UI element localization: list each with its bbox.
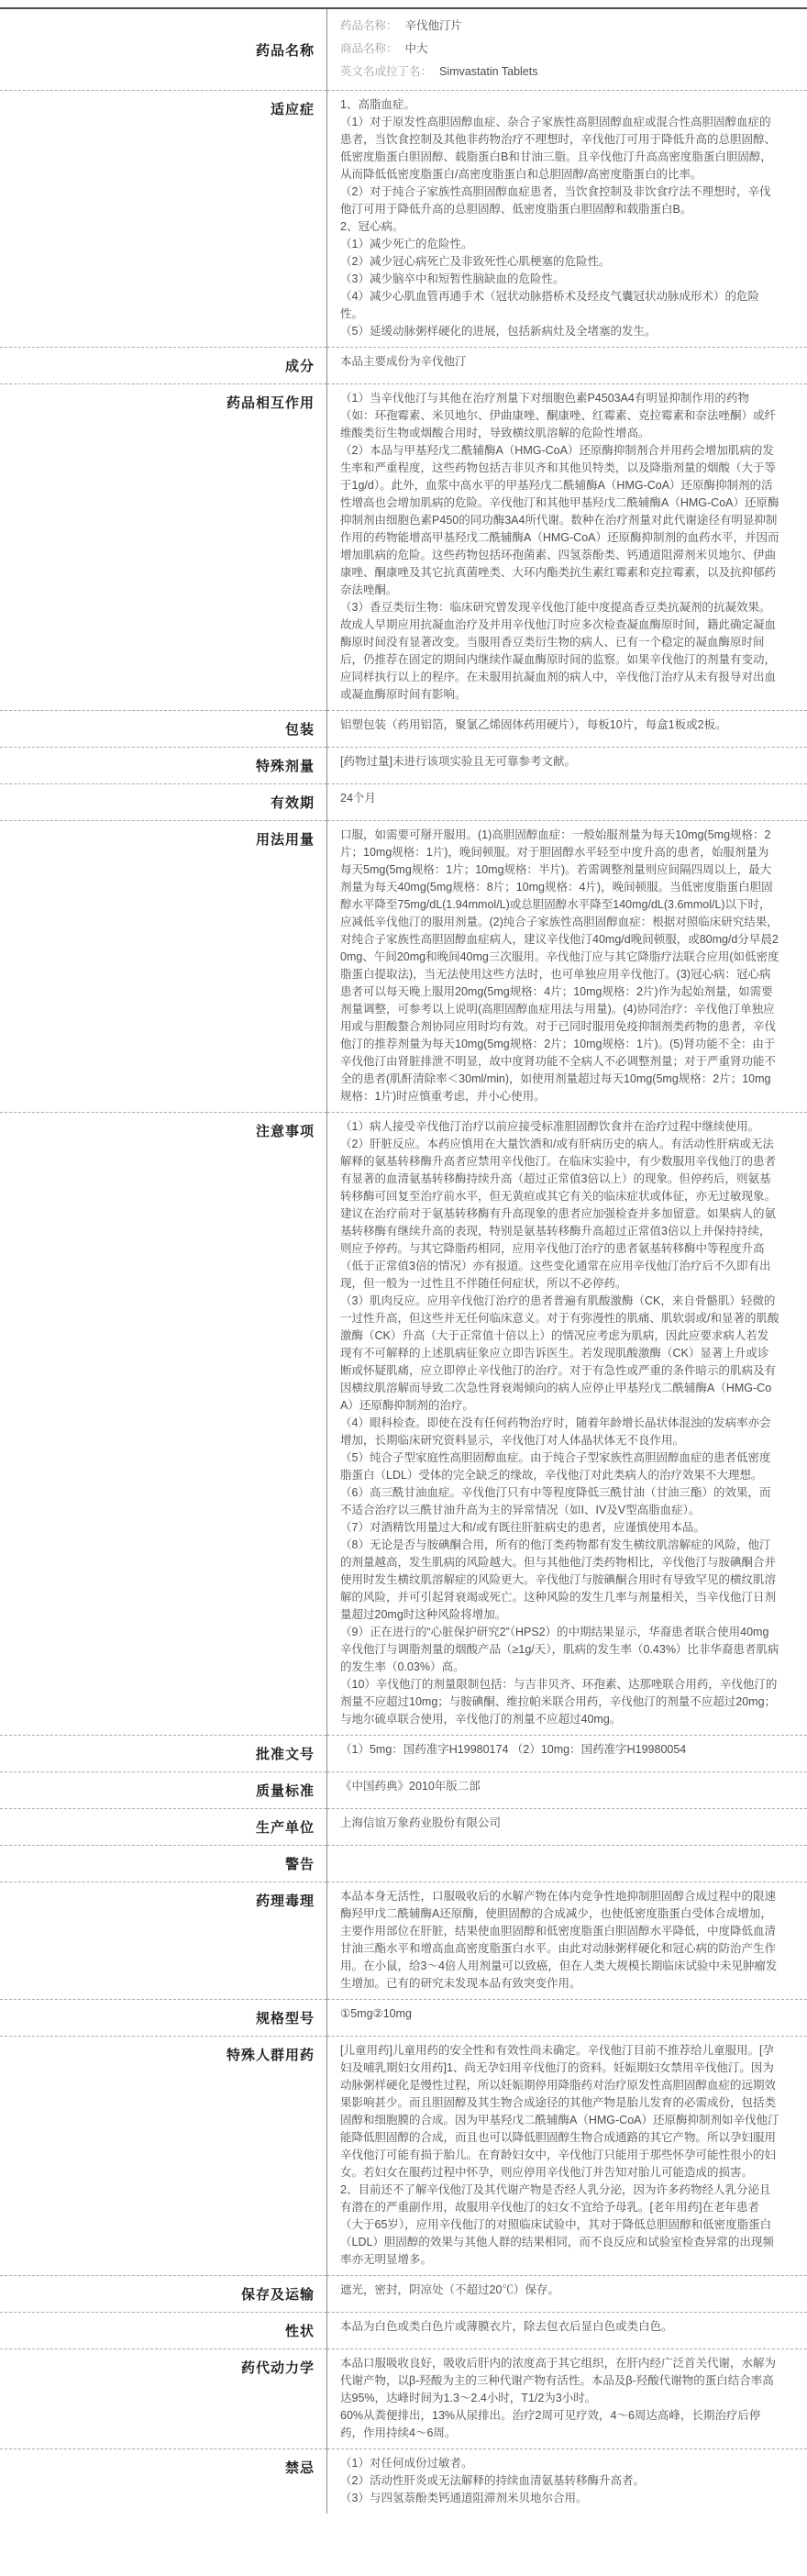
content-paragraph: 60%从粪便排出，13%从尿排出。治疗2周可见疗效，4～6周达高峰，长期治疗后停药，作用持续4～6周。 bbox=[340, 2407, 779, 2442]
row-content bbox=[327, 91, 807, 348]
row-label: 有效期 bbox=[0, 784, 327, 821]
content-paragraph: [药物过量]未进行该项实验且无可靠参考文献。 bbox=[340, 753, 779, 771]
content-paragraph: 24个月 bbox=[340, 790, 779, 807]
table-row bbox=[0, 1113, 807, 1736]
content-paragraph: 《中国药典》2010年版二部 bbox=[340, 1778, 779, 1795]
content-paragraph: （3）肌肉反应。应用辛伐他汀治疗的患者普遍有肌酸激酶（CK，来自骨骼肌）轻微的一过性升高，但这些并无任何临床意义。对于有弥漫性的肌痛、肌软弱或/和显著的肌酸激酶（CK）升高（大于正常值十倍以上）的情况应考虑为肌病，因此应要求病人若发现有不可解释的上述肌病征象应立即告诉医生。若发现肌酸激酶（CK）显著上升或诊断或怀疑肌痛，应立即停止辛伐他汀的治疗。对于有急性或严重的条件暗示的肌病及有因横纹肌溶解而导致二次急性肾衰竭倾向的病人应停止甲基羟戊二酰辅酶A（HMG-CoA）还原酶抑制剂的治疗。 bbox=[340, 1293, 779, 1415]
field-prefix: 英文名或拉丁名： bbox=[340, 65, 439, 78]
content-paragraph: ①5mg②10mg bbox=[340, 2005, 779, 2023]
field-value: 辛伐他汀片 bbox=[405, 19, 463, 32]
row-content bbox=[327, 784, 807, 821]
row-label: 药理毒理 bbox=[0, 1882, 327, 2000]
row-label: 特殊剂量 bbox=[0, 748, 327, 784]
table-row bbox=[0, 2449, 807, 2515]
row-label: 生产单位 bbox=[0, 1809, 327, 1846]
table-row bbox=[0, 1736, 807, 1772]
row-content bbox=[327, 1113, 807, 1736]
table-row bbox=[0, 2037, 807, 2276]
content-paragraph: 2、目前还不了解辛伐他汀及其代谢产物是否经人乳分泌，因为许多药物经人乳分泌且有潜在的严重副作用，故服用辛伐他汀的妇女不宜给予母乳。[老年用药]在老年患者（大于65岁），应用辛伐他汀的对照临床试验中，其对于降低总胆固醇和低密度脂蛋白（LDL）胆固醇的效果与其他人群的结果相同，而不良反应和试验室检查异常的出现频率亦无明显增多。 bbox=[340, 2182, 779, 2269]
content-paragraph: （2）本品与甲基羟戊二酰辅酶A（HMG-CoA）还原酶抑制剂合并用药会增加肌病的发生率和严重程度，这些药物包括吉非贝齐和其他贝特类，以及降脂剂量的烟酸（大于等于1g/d）。此外，血浆中高水平的甲基羟戊二酰辅酶A（HMG-CoA）还原酶抑制剂的活性增高也会增加肌病的危险。辛伐他汀和其他甲基羟戊二酰辅酶A（HMG-CoA）还原酶抑制剂由细胞色素P450的同功酶3A4所代谢。数种在治疗剂量对此代谢途径有明显抑制作用的药物能增高甲基羟戊二酰辅酶A（HMG-CoA）还原酶抑制剂的血药水平，并因而增加肌病的危险。这些药物包括环孢菌素、四氢萘酚类、钙通道阻滞剂米贝地尔、伊曲康唑、酮康唑及其它抗真菌唑类、大环内酯类抗生素红霉素和克拉霉素，以及抗抑郁药奈法唑酮。 bbox=[340, 442, 779, 599]
table-row bbox=[0, 784, 807, 821]
row-label: 药代动力学 bbox=[0, 2349, 327, 2449]
row-label: 特殊人群用药 bbox=[0, 2037, 327, 2276]
drug-info-table bbox=[0, 9, 807, 2514]
table-row bbox=[0, 91, 807, 348]
row-label: 性状 bbox=[0, 2313, 327, 2349]
row-content bbox=[327, 748, 807, 784]
content-paragraph: [儿童用药]儿童用药的安全性和有效性尚未确定。辛伐他汀目前不推荐给儿童服用。[孕妇及哺乳期妇女用药]1、尚无孕妇用辛伐他汀的资料。妊娠期妇女禁用辛伐他汀。因为动脉粥样硬化是慢性过程，所以妊娠期停用降脂药对治疗原发性高胆固醇血症的远期效果影响甚少。而且胆固醇及其生物合成途径的其他产物是胎儿发育的必需成份，包括类固醇和细胞膜的合成。因为甲基羟戊二酰辅酶A（HMG-CoA）还原酶抑制剂如辛伐他汀能降低胆固醇的合成，而且也可以降低胆固醇生物合成通路的其它产物。所以孕妇服用辛伐他汀可能有损于胎儿。在育龄妇女中，辛伐他汀只能用于那些怀孕可能性很小的妇女。若妇女在服药过程中怀孕，则应停用辛伐他汀并告知对胎儿可能造成的损害。 bbox=[340, 2042, 779, 2182]
row-content bbox=[327, 384, 807, 711]
content-paragraph: （3）香豆类衍生物：临床研究曾发现辛伐他汀能中度提高香豆类抗凝剂的抗凝效果。故成人早期应用抗凝血治疗及并用辛伐他汀时应多次检查凝血酶原时间，籍此确定凝血酶原时间没有显著改变。当服用香豆类衍生物的病人、已有一个稳定的凝血酶原时间后，仍推荐在固定的期间内继续作凝血酶原时间的监察。如果辛伐他汀的剂量有变动，应同样执行以上的程序。在未服用抗凝血剂的病人中，辛伐他汀治疗从未有报导对出血或凝血酶原时间有影响。 bbox=[340, 599, 779, 704]
content-paragraph: （5）纯合子型家庭性高胆固醇血症。由于纯合子型家族性高胆固醇血症的患者低密度脂蛋白（LDL）受体的完全缺乏的缘故，辛伐他汀对此类病人的治疗效果不大理想。 bbox=[340, 1449, 779, 1484]
row-label: 注意事项 bbox=[0, 1113, 327, 1736]
row-content bbox=[327, 2449, 807, 2515]
table-row bbox=[0, 384, 807, 711]
table-row bbox=[0, 1846, 807, 1882]
content-paragraph: （4）眼科检查。即使在没有任何药物治疗时，随着年龄增长晶状体混浊的发病率亦会增加，长期临床研究资料显示，辛伐他汀对人体晶状体无不良作用。 bbox=[340, 1415, 779, 1449]
table-row bbox=[0, 2349, 807, 2449]
table-row bbox=[0, 9, 807, 91]
content-paragraph: 2、冠心病。 bbox=[340, 218, 779, 236]
row-label: 成分 bbox=[0, 348, 327, 384]
row-content bbox=[327, 1736, 807, 1772]
field-prefix: 商品名称： bbox=[340, 42, 405, 55]
content-paragraph: （1）减少死亡的危险性。 bbox=[340, 236, 779, 253]
content-paragraph: （1）5mg：国药准字H19980174 （2）10mg：国药准字H19980054 bbox=[340, 1741, 779, 1759]
row-label: 药品名称 bbox=[0, 9, 327, 91]
row-content bbox=[327, 1809, 807, 1846]
content-paragraph: （3）与四氢萘酚类钙通道阻滞剂米贝地尔合用。 bbox=[340, 2490, 779, 2507]
table-row bbox=[0, 821, 807, 1113]
row-content bbox=[327, 1846, 807, 1882]
content-paragraph: 本品口服吸收良好，吸收后肝内的浓度高于其它组织，在肝内经广泛首关代谢，水解为代谢产物，以β-羟酸为主的三种代谢产物有活性。本品及β-羟酸代谢物的蛋白结合率高达95%，达峰时间为1.3～2.4小时，T1/2为3小时。 bbox=[340, 2355, 779, 2407]
table-row bbox=[0, 2276, 807, 2313]
row-content bbox=[327, 1882, 807, 2000]
content-paragraph: （2）减少冠心病死亡及非致死性心肌梗塞的危险性。 bbox=[340, 253, 779, 271]
content-paragraph: 1、高脂血症。 bbox=[340, 96, 779, 114]
row-label: 批准文号 bbox=[0, 1736, 327, 1772]
row-label: 警告 bbox=[0, 1846, 327, 1882]
content-paragraph: （2）对于纯合子家族性高胆固醇血症患者，当饮食控制及非饮食疗法不理想时，辛伐他汀可用于降低升高的总胆固醇、低密度脂蛋白胆固醇和载脂蛋白B。 bbox=[340, 183, 779, 218]
row-label: 包装 bbox=[0, 711, 327, 748]
content-paragraph: 本品主要成份为辛伐他汀 bbox=[340, 353, 779, 371]
content-paragraph: 本品为白色或类白色片或薄膜衣片，除去包衣后显白色或类白色。 bbox=[340, 2318, 779, 2336]
name-field bbox=[340, 15, 779, 38]
row-content bbox=[327, 2276, 807, 2313]
content-paragraph: （1）当辛伐他汀与其他在治疗剂量下对细胞色素P4503A4有明显抑制作用的药物（如：环孢霉素、米贝地尔、伊曲康唑、酮康唑、红霉素、克拉霉素和奈法唑酮）或纤维酸类衍生物或烟酸合用时，导致横纹肌溶解的危险性增高。 bbox=[340, 390, 779, 442]
content-paragraph: 上海信谊万象药业股份有限公司 bbox=[340, 1815, 779, 1832]
content-paragraph: （2）活动性肝炎或无法解释的持续血清氨基转移酶升高者。 bbox=[340, 2472, 779, 2490]
table-row bbox=[0, 2313, 807, 2349]
content-paragraph: 遮光，密封，阴凉处（不超过20℃）保存。 bbox=[340, 2282, 779, 2299]
content-paragraph: （6）高三酰甘油血症。辛伐他汀只有中等程度降低三酰甘油（甘油三酯）的效果，而不适合治疗以三酰甘油升高为主的异常情况（如I、IV及V型高脂血症）。 bbox=[340, 1484, 779, 1519]
row-label: 药品相互作用 bbox=[0, 384, 327, 711]
content-paragraph: 本品本身无活性，口服吸收后的水解产物在体内竞争性地抑制胆固醇合成过程中的限速酶羟甲戊二酰辅酶A还原酶，使胆固醇的合成减少，也使低密度脂蛋白受体合成增加，主要作用部位在肝脏，结果使血胆固醇和低密度脂蛋白胆固醇水平降低，中度降低血清甘油三酯水平和增高血高密度脂蛋白水平。由此对动脉粥样硬化和冠心病的防治产生作用。在小鼠，给3～4倍人用剂量可以致癌，但在人类大规模长期临床试验中未见肿瘤发生增加。已有的研究未发现本品有致突变作用。 bbox=[340, 1888, 779, 1993]
row-content bbox=[327, 2349, 807, 2449]
row-label: 质量标准 bbox=[0, 1772, 327, 1809]
content-paragraph: （4）减少心肌血管再通手术（冠状动脉搭桥术及经皮气囊冠状动脉成形术）的危险性。 bbox=[340, 288, 779, 323]
content-paragraph: 口服，如需要可掰开服用。(1)高胆固醇血症：一般始服剂量为每天10mg(5mg规格：2片；10mg规格：1片)，晚间顿服。对于胆固醇水平轻至中度升高的患者，始服剂量为每天5mg(5mg规格：1片；10mg规格：半片)。若需调整剂量则应间隔四周以上，最大剂量为每天40mg(5mg规格：8片；10mg规格：4片)，晚间顿服。当低密度脂蛋白胆固醇水平降至75mg/dL(1.94mmol/L)或总胆固醇水平降至140mg/dL(3.6mmol/L)以下时，应减低辛伐他汀的服用剂量。(2)纯合子家族性高胆固醇血症：根据对照临床研究结果，对纯合子家族性高胆固醇血症病人，建议辛伐他汀40mg/d晚间顿服，或80mg/d分早晨20mg、午间20mg和晚间40mg三次服用。辛伐他汀应与其它降脂疗法联合应用(如低密度脂蛋白提取法)，当无法使用这些方法时，也可单独应用辛伐他汀。(3)冠心病：冠心病患者可以每天晚上服用20mg(5mg规格：4片；10mg规格：2片)作为起始剂量，如需要剂量调整，可参考以上说明(高胆固醇血症用法与用量)。(4)协同治疗：辛伐他汀单独应用或与胆酸螯合剂协同应用时均有效。对于已同时服用免疫抑制剂类药物的患者，辛伐他汀的推荐剂量为每天10mg(5mg规格：2片；10mg规格：1片)。(5)肾功能不全：由于辛伐他汀由肾脏排泄不明显，故中度肾功能不全病人不必调整剂量；对于严重肾功能不全的患者(肌酐清除率＜30ml/min)，如使用剂量超过每天10mg(5mg规格：2片；10mg规格：1片)时应慎重考虑，并小心使用。 bbox=[340, 827, 779, 1105]
table-row bbox=[0, 348, 807, 384]
content-paragraph: （5）延缓动脉粥样硬化的进展，包括新病灶及全堵塞的发生。 bbox=[340, 323, 779, 340]
content-paragraph: （1）对于原发性高胆固醇血症、杂合子家族性高胆固醇血症或混合性高胆固醇血症的患者，当饮食控制及其他非药物治疗不理想时，辛伐他汀可用于降低升高的总胆固醇、低密度脂蛋白胆固醇、载脂蛋白B和甘油三脂。且辛伐他汀升高高密度脂蛋白胆固醇，从而降低低密度脂蛋白/高密度脂蛋白和总胆固醇/高密度脂蛋白的比率。 bbox=[340, 114, 779, 183]
content-paragraph: （8）无论是否与胺碘酮合用，所有的他汀类药物都有发生横纹肌溶解症的风险，他汀的剂量越高，发生肌病的风险越大。但与其他他汀类药物相比，辛伐他汀与胺碘酮合并使用时发生横纹肌溶解症的风险更大。辛伐他汀与胺碘酮合用时有导致罕见的横纹肌溶解的风险，并可引起肾衰竭或死亡。这种风险的发生几率与剂量相关，当辛伐他汀日剂量超过20mg时这种风险将增加。 bbox=[340, 1537, 779, 1624]
row-content bbox=[327, 2313, 807, 2349]
table-row bbox=[0, 1809, 807, 1846]
table-row bbox=[0, 748, 807, 784]
table-row bbox=[0, 1882, 807, 2000]
name-field bbox=[340, 38, 779, 61]
row-content bbox=[327, 2037, 807, 2276]
field-value: Simvastatin Tablets bbox=[439, 65, 537, 78]
content-paragraph: （7）对酒精饮用量过大和/或有既往肝脏病史的患者，应谨慎使用本品。 bbox=[340, 1519, 779, 1537]
content-paragraph: （2）肝脏反应。本药应慎用在大量饮酒和/或有肝病历史的病人。有活动性肝病或无法解释的氨基转移酶升高者应禁用辛伐他汀。在临床实验中，有少数服用辛伐他汀的患者有显著的血清氨基转移酶持续升高（超过正常值3倍以上）的现象。但停药后，则氨基转移酶可回复至治疗前水平，但无黄疸或其它有关的临床症状或体征，亦无过敏现象。建议在治疗前对于氨基转移酶有升高现象的患者应加强检查并多加留意。如果病人的氨基转移酶有继续升高的表现，特别是氨基转移酶升高超过正常值3倍以上并保持持续，则应予停药。与其它降脂药相同，应用辛伐他汀治疗的患者氨基转移酶中等程度升高（低于正常值3倍的情况）亦有报道。这些变化通常在应用辛伐他汀治疗后不久即有出现，但一般为一过性且不伴随任何症状，所以不必停药。 bbox=[340, 1136, 779, 1293]
row-label: 适应症 bbox=[0, 91, 327, 348]
table-row bbox=[0, 2000, 807, 2037]
content-paragraph: 铝塑包装（药用铝箔，聚氯乙烯固体药用硬片），每板10片，每盒1板或2板。 bbox=[340, 716, 779, 734]
table-row bbox=[0, 711, 807, 748]
row-content bbox=[327, 348, 807, 384]
content-paragraph: （3）减少脑卒中和短暂性脑缺血的危险性。 bbox=[340, 271, 779, 288]
row-label: 保存及运输 bbox=[0, 2276, 327, 2313]
drug-info-sheet bbox=[0, 7, 807, 2514]
row-content bbox=[327, 1772, 807, 1809]
content-paragraph bbox=[340, 1851, 779, 1869]
field-value: 中大 bbox=[405, 42, 428, 55]
field-prefix: 药品名称： bbox=[340, 19, 405, 32]
name-field bbox=[340, 61, 779, 83]
row-content bbox=[327, 9, 807, 91]
row-content bbox=[327, 711, 807, 748]
row-label: 禁忌 bbox=[0, 2449, 327, 2515]
row-content bbox=[327, 2000, 807, 2037]
content-paragraph: （1）病人接受辛伐他汀治疗以前应接受标准胆固醇饮食并在治疗过程中继续使用。 bbox=[340, 1118, 779, 1136]
table-row bbox=[0, 1772, 807, 1809]
row-content bbox=[327, 821, 807, 1113]
row-label: 规格型号 bbox=[0, 2000, 327, 2037]
content-paragraph: （10）辛伐他汀的剂量限制包括：与吉非贝齐、环孢素、达那唑联合用药，辛伐他汀的剂量不应超过10mg；与胺碘酮、维拉帕米联合用药，辛伐他汀的剂量不应超过20mg；与地尔硫卓联合使用，辛伐他汀的剂量不应超过40mg。 bbox=[340, 1676, 779, 1728]
content-paragraph: （9）正在进行的“心脏保护研究2”（HPS2）的中期结果显示，华裔患者联合使用40mg辛伐他汀与调脂剂量的烟酸产品（≥1g/天），肌病的发生率（0.43%）比非华裔患者肌病的发生率（0.03%）高。 bbox=[340, 1624, 779, 1676]
row-label: 用法用量 bbox=[0, 821, 327, 1113]
content-paragraph: （1）对任何成份过敏者。 bbox=[340, 2455, 779, 2472]
